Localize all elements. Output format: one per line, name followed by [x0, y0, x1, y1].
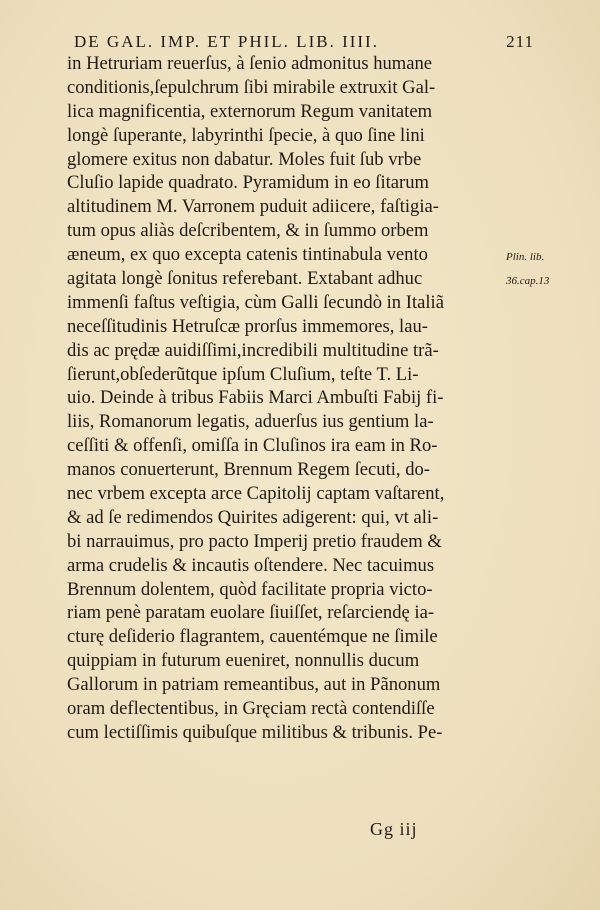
text-line: quippiam in futurum eueniret, nonnullis ducum — [67, 650, 420, 672]
text-line: liis, Romanorum legatis, aduerſus ius gentium la- — [67, 411, 434, 433]
text-line: Brennum dolentem, quòd facilitate propria victo- — [67, 578, 433, 600]
text-line: ceſſiti & offenſi, omiſſa in Cluſinos ira eam in Ro- — [67, 435, 438, 457]
text-line: riam penè paratam euolare ſiuiſſet, reſarciendę ia- — [67, 602, 435, 624]
text-line: & ad ſe redimendos Quirites adigerent: qui, vt ali- — [67, 506, 439, 528]
text-line: dis ac prędæ auidiſſimi,incredibili multitudine trã- — [67, 339, 439, 361]
text-line: nec vrbem excepta arce Capitolij captam vaſtarent, — [67, 483, 445, 505]
body-text — [67, 52, 507, 745]
text-line: longè ſuperante, labyrinthi ſpecie, à quo ſine lini — [67, 124, 425, 146]
text-line: bi narrauimus, pro pacto Imperij pretio fraudem & — [67, 530, 442, 552]
text-line: neceſſitudinis Hetruſcæ prorſus immemores, lau- — [67, 315, 428, 337]
text-line: cturę deſiderio flagrantem, cauentémque ne ſimile — [67, 626, 438, 648]
text-line: immenſi faſtus veſtigia, cùm Galli ſecundò in Italiã — [67, 291, 444, 313]
page-number: 211 — [506, 32, 534, 51]
text-line: Gallorum in patriam remeantibus, aut in Pãnonum — [67, 674, 441, 696]
text-line: ſierunt,obſederũtque ipſum Cluſium, teſte T. Li- — [67, 363, 419, 385]
running-head: DE GAL. IMP. ET PHIL. LIB. IIII. — [74, 32, 379, 51]
text-line: manos conuerterunt, Brennum Regem ſecuti, do- — [67, 459, 430, 481]
text-line: cum lectiſſimis quibuſque militibus & tribunis. Pe- — [67, 721, 443, 743]
margin-note-chapter: 36.cap.13 — [506, 275, 550, 287]
text-line: oram deflectentibus, in Gręciam rectà contendiſſe — [67, 698, 435, 720]
text-line: agitata longè ſonitus referebant. Extabant adhuc — [67, 268, 423, 290]
signature-mark: Gg iij — [370, 819, 418, 839]
text-line: glomere exitus non dabatur. Moles fuit ſub vrbe — [67, 148, 422, 170]
text-line: in Hetruriam reuerſus, à ſenio admonitus humane — [67, 53, 433, 74]
text-line: Cluſio lapide quadrato. Pyramidum in eo ſitarum — [67, 172, 429, 194]
margin-note-citation: Plin. lib. — [506, 251, 545, 263]
text-line: conditionis,ſepulchrum ſibi mirabile extruxit Gal- — [67, 76, 436, 98]
text-line: uio. Deinde à tribus Fabiis Marci Ambuſti Fabij fi- — [67, 387, 444, 409]
text-line: arma crudelis & incautis oſtendere. Nec tacuimus — [67, 554, 435, 576]
text-line: æneum, ex quo excepta catenis tintinabula vento — [67, 244, 428, 266]
text-line: altitudinem M. Varronem puduit adiicere, faſtigia- — [67, 196, 439, 218]
text-line: lica magnificentia, externorum Regum vanitatem — [67, 100, 433, 122]
text-line: tum opus aliàs deſcribentem, & in ſummo orbem — [67, 220, 429, 242]
